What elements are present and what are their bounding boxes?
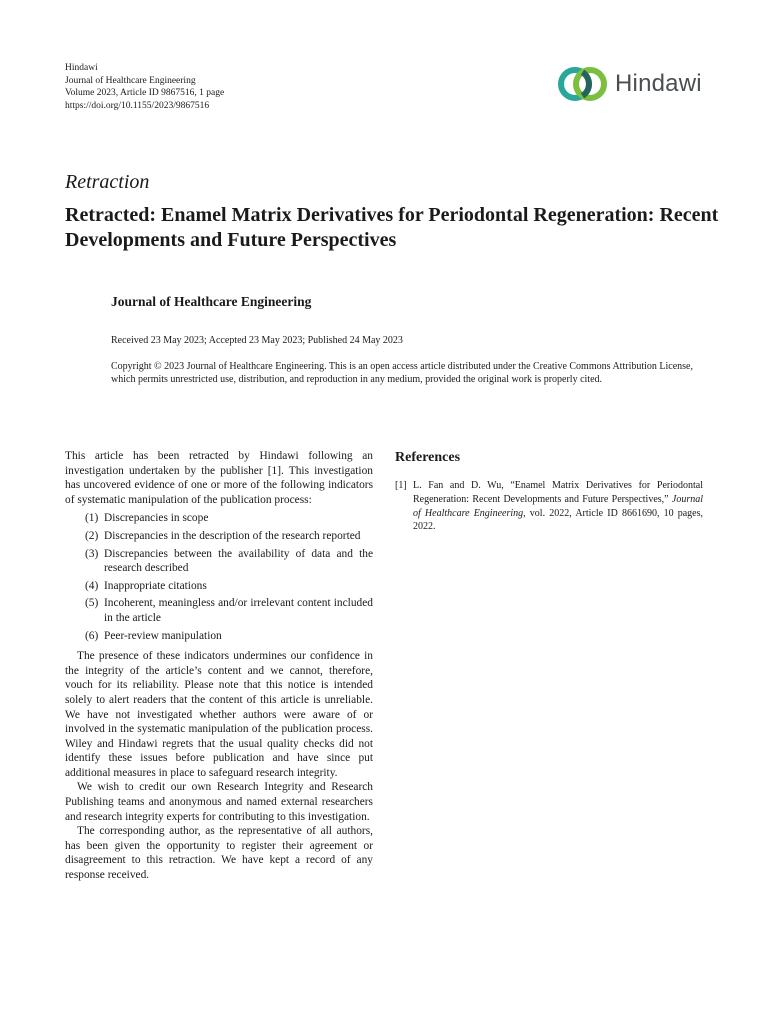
volume-info: Volume 2023, Article ID 9867516, 1 page (65, 88, 225, 98)
references-heading: References (395, 450, 461, 465)
hindawi-rings-icon (556, 64, 610, 104)
list-item: (4) Inappropriate citations (85, 579, 207, 592)
indicator-list (65, 511, 373, 643)
article-header-meta (65, 62, 224, 112)
credit-paragraph: We wish to credit our own Research Integrity and Research Publishing teams and anonymous and named external researchers and research integrity experts for contributing to this investigation. (65, 781, 373, 823)
logo-wordmark: Hindawi (615, 70, 702, 97)
retraction-body (65, 449, 373, 883)
intro-paragraph: This article has been retracted by Hindawi following an investigation undertaken by the publisher [1]. This investigation has uncovered evidence of one or more of the following indicators of systematic manipulation of the publication process: (65, 450, 373, 506)
list-item: (3) Discrepancies between the availability of data and the research described (85, 547, 373, 575)
author-response-paragraph: The corresponding author, as the representative of all authors, has been given the opportunity to register their agreement or disagreement to this retraction. We have kept a record of any response received. (65, 825, 373, 882)
list-item: (2) Discrepancies in the description of the research reported (85, 529, 361, 542)
reference-text: L. Fan and D. Wu, “Enamel Matrix Derivatives for Periodontal Regeneration: Recent Developments and Future Perspectives,” Journal of Healthcare Engineering, vol. 2022, Article ID 8661690, 10 pages, 2022. (413, 480, 704, 533)
article-dates: Received 23 May 2023; Accepted 23 May 2023; Published 24 May 2023 (111, 335, 403, 346)
references-section (395, 450, 703, 534)
journal-name: Journal of Healthcare Engineering (65, 75, 196, 86)
hindawi-logo (556, 63, 716, 105)
list-item: (1) Discrepancies in scope (85, 512, 209, 525)
integrity-paragraph: The presence of these indicators undermines our confidence in the integrity of the article’s content and we cannot, therefore, vouch for its reliability. Please note that this notice is intended solely to alert readers that the content of this article is unreliable. We have not investigated whether authors were aware of or involved in the systematic manipulation of the publication process. Wiley and Hindawi regrets that the usual quality checks did not identify these issues before publication and have since put additional measures in place to safeguard research integrity. (65, 650, 373, 779)
list-item: (6) Peer-review manipulation (85, 629, 222, 642)
reference-number: [1] (395, 480, 407, 491)
reference-item (395, 479, 703, 534)
copyright-notice: Copyright © 2023 Journal of Healthcare Engineering. This is an open access article distributed under the Creative Commons Attribution License, which permits unrestricted use, distribution, and reproduction in any medium, provided the original work is properly cited. (111, 361, 693, 385)
publisher-name: Hindawi (65, 63, 98, 73)
article-author: Journal of Healthcare Engineering (111, 294, 312, 309)
doi-link[interactable]: https://doi.org/10.1155/2023/9867516 (65, 100, 210, 111)
reference-journal: Journal of Healthcare Engineering (413, 493, 703, 519)
list-item: (5) Incoherent, meaningless and/or irrelevant content included in the article (85, 597, 373, 624)
article-type: Retraction (65, 171, 150, 193)
article-title: Retracted: Enamel Matrix Derivatives for Periodontal Regeneration: Recent Developments and Future Perspectives (65, 204, 719, 251)
